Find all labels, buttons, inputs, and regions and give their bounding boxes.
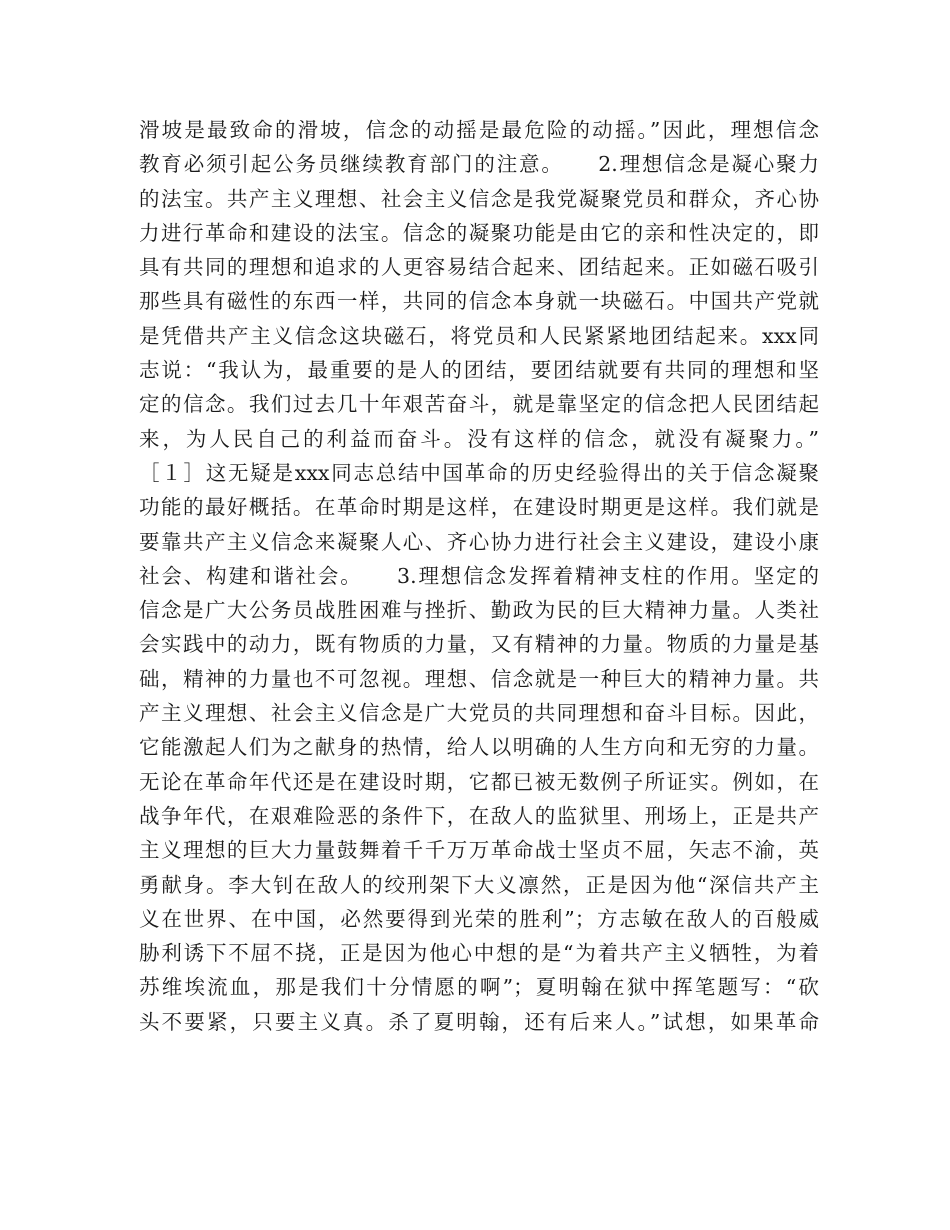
text-line: 会实践中的动力，既有物质的力量，又有精神的力量。物质的力量是基 [139, 632, 819, 657]
text-line: 定的信念。我们过去几十年艰苦奋斗，就是靠坚定的信念把人民团结起 [139, 392, 819, 417]
text-line: 信念是广大公务员战胜困难与挫折、勤政为民的巨大精神力量。人类社 [139, 598, 819, 623]
text-line: 产主义理想、社会主义信念是广大党员的共同理想和奋斗目标。因此， [139, 701, 819, 726]
text-line: 具有共同的理想和追求的人更容易结合起来、团结起来。正如磁石吸引 [139, 255, 819, 280]
text-line: 胁利诱下不屈不挠，正是因为他心中想的是“为着共产主义牺牲，为着 [139, 941, 819, 966]
text-line: 那些具有磁性的东西一样，共同的信念本身就一块磁石。中国共产党就 [139, 289, 819, 314]
text-line: 勇献身。李大钊在敌人的绞刑架下大义凛然，正是因为他“深信共产主 [139, 872, 819, 897]
text-line: 功能的最好概括。在革命时期是这样，在建设时期更是这样。我们就是 [139, 495, 819, 520]
text-line: 础，精神的力量也不可忽视。理想、信念就是一种巨大的精神力量。共 [139, 666, 819, 691]
text-line: 教育必须引起公务员继续教育部门的注意。 2.理想信念是凝心聚力 [139, 152, 819, 177]
text-line: 的法宝。共产主义理想、社会主义信念是我党凝聚党员和群众，齐心协 [139, 186, 819, 211]
text-line: ［１］这无疑是xxx同志总结中国革命的历史经验得出的关于信念凝聚 [139, 460, 819, 485]
text-line: 无论在革命年代还是在建设时期，它都已被无数例子所证实。例如，在 [139, 769, 819, 794]
text-line: 义在世界、在中国，必然要得到光荣的胜利”；方志敏在敌人的百般威 [139, 906, 819, 931]
text-line: 战争年代，在艰难险恶的条件下，在敌人的监狱里、刑场上，正是共产 [139, 803, 819, 828]
text-line: 社会、构建和谐社会。 3.理想信念发挥着精神支柱的作用。坚定的 [139, 563, 819, 588]
text-line: 是凭借共产主义信念这块磁石，将党员和人民紧紧地团结起来。xxx同 [139, 323, 819, 348]
text-line: 苏维埃流血，那是我们十分情愿的啊”；夏明翰在狱中挥笔题写：“砍 [139, 975, 819, 1000]
text-line: 力进行革命和建设的法宝。信念的凝聚功能是由它的亲和性决定的，即 [139, 220, 819, 245]
text-line: 头不要紧，只要主义真。杀了夏明翰，还有后来人。”试想，如果革命 [139, 1009, 819, 1034]
text-line: 它能激起人们为之献身的热情，给人以明确的人生方向和无穷的力量。 [139, 735, 819, 760]
body-text [139, 113, 819, 1039]
text-line: 主义理想的巨大力量鼓舞着千千万万革命战士坚贞不屈，矢志不渝，英 [139, 838, 819, 863]
text-line: 要靠共产主义信念来凝聚人心、齐心协力进行社会主义建设，建设小康 [139, 529, 819, 554]
text-line: 滑坡是最致命的滑坡，信念的动摇是最危险的动摇。”因此，理想信念 [139, 118, 819, 142]
text-line: 志说：“我认为，最重要的是人的团结，要团结就要有共同的理想和坚 [139, 358, 819, 383]
text-line: 来，为人民自己的利益而奋斗。没有这样的信念，就没有凝聚力。” [139, 426, 819, 451]
